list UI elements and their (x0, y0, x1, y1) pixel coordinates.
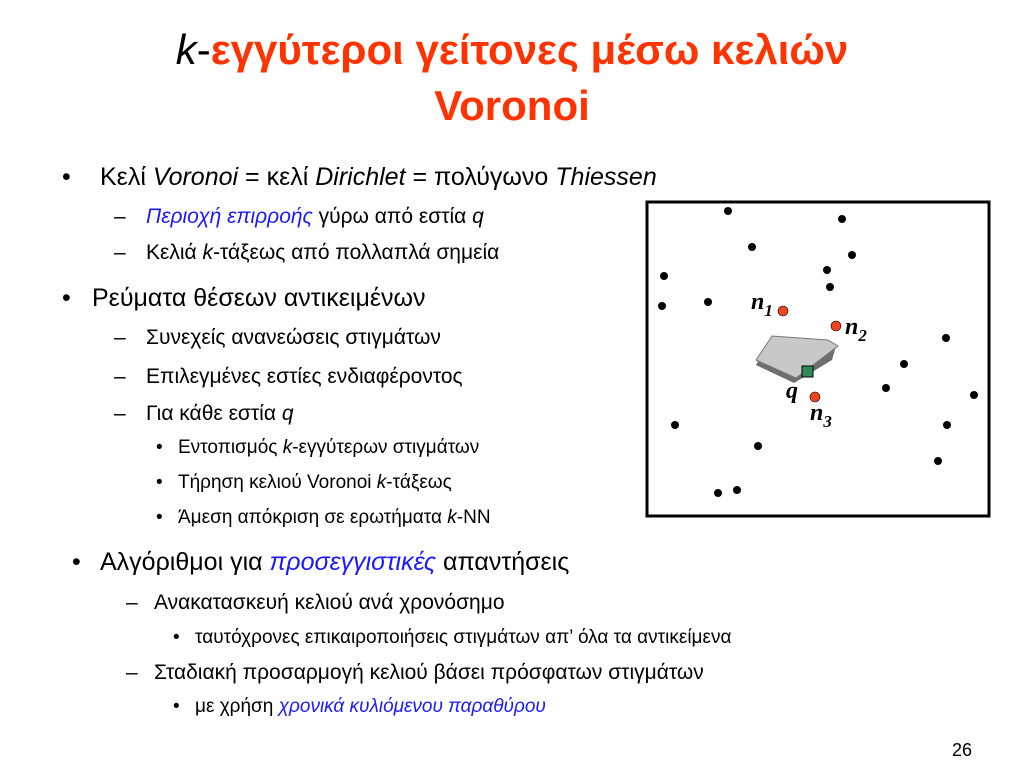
object-point (838, 215, 846, 223)
bullet-dash: – (114, 205, 126, 228)
page-number: 26 (951, 740, 972, 760)
object-point (823, 266, 831, 274)
object-point (754, 442, 762, 450)
object-point (671, 421, 679, 429)
label-n2: $n_2$ (845, 314, 867, 345)
bullet-dot: • (62, 284, 71, 312)
neighbor-point-n2 (831, 321, 841, 331)
slide-title (0, 22, 1024, 134)
title-dash: - (196, 26, 211, 73)
neighbor-point-n1 (778, 306, 788, 316)
bullet-dash: – (114, 365, 126, 388)
object-point (826, 283, 834, 291)
label-q: q (786, 378, 798, 404)
object-point (714, 489, 722, 497)
sub-bullet-each-focus: – Για κάθε εστία q (114, 402, 294, 425)
object-point (970, 391, 978, 399)
sub-sub-bullet-simultaneous-updates: • ταυτόχρονες επικαιροποιήσεις στιγμάτων απ’ όλα τα αντικείμενα (173, 627, 732, 648)
object-point (704, 298, 712, 306)
bullet-dash: – (114, 402, 126, 425)
sub-bullet-continuous-updates: – Συνεχείς ανανεώσεις στιγμάτων (114, 326, 441, 349)
object-point (943, 421, 951, 429)
title-line1-text: εγγύτεροι γείτονες μέσω κελιών (210, 26, 849, 73)
object-point (882, 384, 890, 392)
bullet-dot: • (156, 437, 163, 458)
object-point (900, 360, 908, 368)
object-point (733, 486, 741, 494)
focus-point-q (802, 366, 813, 377)
sub-bullet-influence-region: – Περιοχή επιρροής γύρω από εστία q (114, 205, 484, 228)
label-n3: $n_3$ (810, 400, 832, 431)
title-line-2: Voronoi (434, 82, 590, 129)
object-point (934, 457, 942, 465)
object-point (848, 251, 856, 259)
sub-sub-bullet-instant-response: • Άμεση απόκριση σε ερωτήματα k-NN (156, 507, 491, 528)
bullet-dash: – (126, 591, 138, 614)
bullet-dash: – (126, 661, 138, 684)
bullet-dot: • (173, 696, 180, 717)
object-point (658, 302, 666, 310)
title-line-1 (0, 22, 1024, 78)
sub-bullet-selected-foci: – Επιλεγμένες εστίες ενδιαφέροντος (114, 365, 463, 388)
sub-sub-bullet-sliding-window: • με χρήση χρονικά κυλιόμενου παραθύρου (173, 696, 546, 717)
title-k: k (175, 26, 197, 73)
object-point (942, 334, 950, 342)
bullet-location-streams: • Ρεύματα θέσεων αντικειμένων (62, 284, 426, 312)
object-point (724, 207, 732, 215)
bullet-approximate-algorithms: • Αλγόριθμοι για προσεγγιστικές απαντήσεις (72, 548, 570, 576)
bullet-dot: • (72, 548, 81, 576)
bullet-voronoi-cell: • Κελί Voronoi = κελί Dirichlet = πολύγωνο Thiessen (62, 163, 657, 191)
bullet-dot: • (156, 507, 163, 528)
sub-bullet-k-order-cells: – Κελιά k-τάξεως από πολλαπλά σημεία (114, 241, 500, 264)
bullet-dot: • (173, 627, 180, 648)
bullet-dot: • (62, 163, 71, 191)
label-n1: $n_1$ (751, 289, 773, 320)
object-point (748, 243, 756, 251)
bullet-dash: – (114, 326, 126, 349)
sub-bullet-incremental-adaptation: – Σταδιακή προσαρμογή κελιού βάσει πρόσφατων στιγμάτων (126, 661, 704, 684)
sub-bullet-reconstruct-cell: – Ανακατασκευή κελιού ανά χρονόσημο (126, 591, 505, 614)
sub-sub-bullet-maintain-cell: • Τήρηση κελιού Voronoi k-τάξεως (156, 472, 452, 493)
object-point (660, 272, 668, 280)
sub-sub-bullet-locate-knn: • Εντοπισμός k-εγγύτερων στιγμάτων (156, 437, 480, 458)
bullet-dash: – (114, 241, 126, 264)
bullet-dot: • (156, 472, 163, 493)
voronoi-diagram (640, 198, 994, 520)
